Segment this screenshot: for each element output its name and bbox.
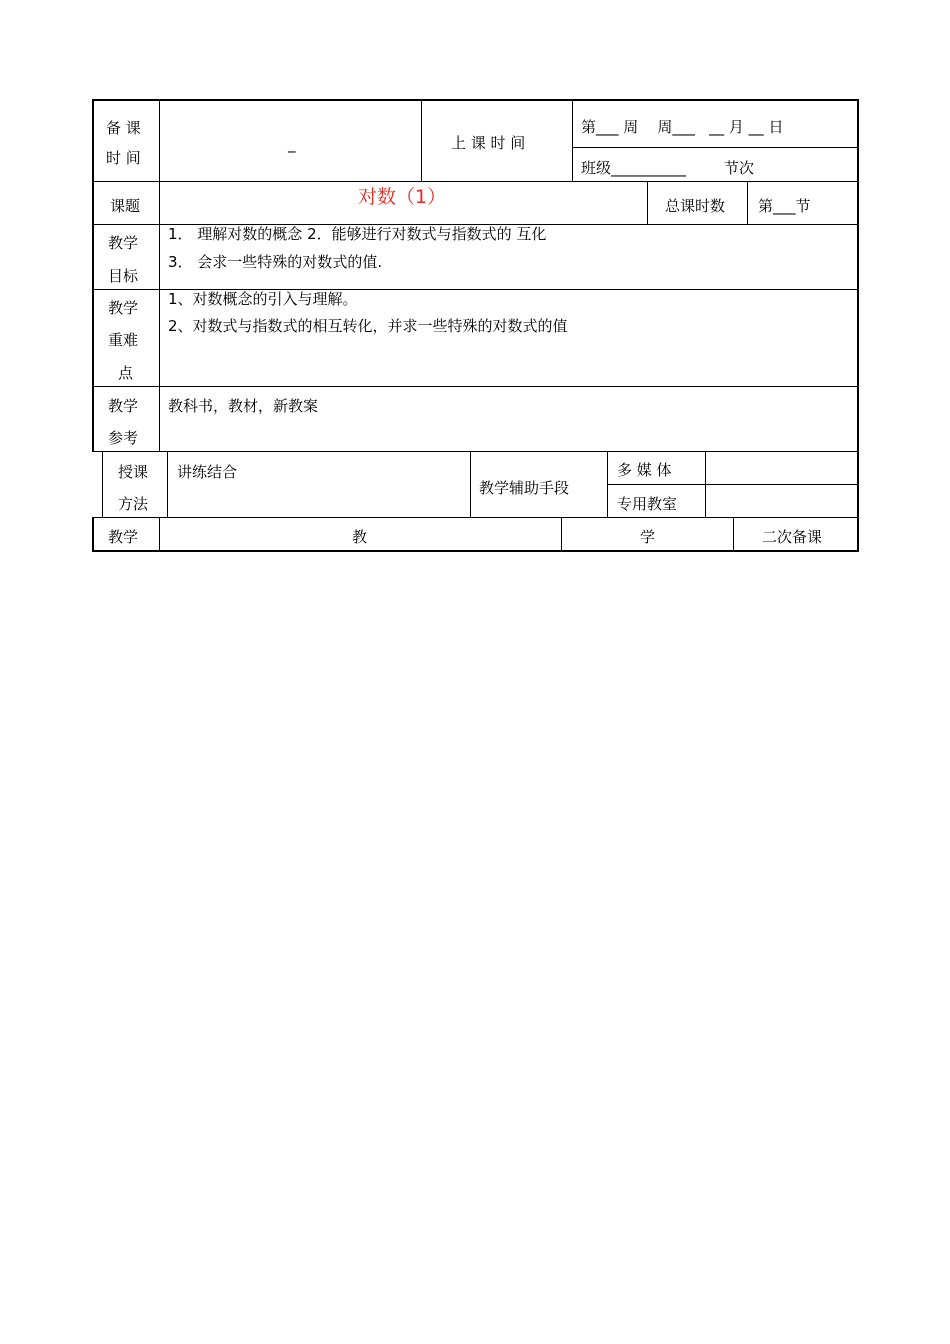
row-divider — [607, 484, 859, 485]
key-points-label: 重难 — [108, 331, 139, 349]
row-divider — [92, 386, 859, 387]
table-border-bottom — [92, 550, 859, 552]
row-divider — [572, 147, 859, 148]
col-divider — [705, 451, 706, 518]
references-label: 教学 — [108, 397, 139, 415]
objectives-label: 目标 — [108, 267, 139, 285]
col-divider — [159, 99, 160, 387]
col-divider — [102, 451, 103, 518]
col-divider — [167, 451, 168, 518]
objective-line: 3． 会求一些特殊的对数式的值. — [168, 253, 383, 271]
table-border-left-lower — [92, 517, 94, 552]
period-label: 节次 — [724, 159, 755, 177]
topic-label: 课题 — [110, 197, 141, 215]
total-hours-label: 总课时数 — [665, 197, 726, 215]
teacher-column-header: 教 — [352, 528, 368, 546]
col-divider — [159, 387, 160, 451]
col-divider — [647, 181, 648, 225]
col-divider — [159, 517, 160, 552]
revision-column-header: 二次备课 — [762, 528, 823, 546]
col-divider — [747, 181, 748, 225]
key-point-line: 1、对数概念的引入与理解。 — [168, 290, 358, 308]
table-border-left — [92, 99, 94, 451]
row-divider — [92, 181, 859, 182]
references-label: 参考 — [108, 429, 139, 447]
table-border-top — [92, 99, 859, 101]
week-date-line: 第___ 周 周___ __ 月 __ 日 — [581, 118, 784, 136]
prep-time-label: 时 间 — [106, 149, 141, 167]
section-number-label: 第___节 — [758, 197, 811, 215]
key-points-label: 教学 — [108, 299, 139, 317]
col-divider — [572, 99, 573, 182]
objective-line: 1． 理解对数的概念 2．能够进行对数式与指数式的 互化 — [168, 225, 547, 243]
teaching-aids-label: 教学辅助手段 — [479, 479, 570, 497]
row-divider — [92, 451, 859, 452]
lesson-plan-table — [92, 99, 859, 552]
method-label: 方法 — [118, 495, 149, 513]
col-divider — [733, 517, 734, 552]
col-divider — [561, 517, 562, 552]
prep-time-label: 备 课 — [106, 119, 141, 137]
class-time-label: 上 课 时 间 — [451, 134, 526, 152]
classroom-label: 专用教室 — [617, 495, 678, 513]
objectives-label: 教学 — [108, 234, 139, 252]
row-divider — [92, 517, 859, 518]
multimedia-label: 多 媒 体 — [617, 461, 672, 479]
col-divider — [421, 99, 422, 182]
process-label: 教学 — [108, 528, 139, 546]
col-divider — [607, 451, 608, 518]
method-value: 讲练结合 — [177, 463, 238, 481]
lesson-title: 对数（1） — [358, 186, 447, 208]
method-label: 授课 — [118, 463, 149, 481]
prep-time-value: _ — [288, 135, 296, 153]
key-point-line: 2、对数式与指数式的相互转化，并求一些特殊的对数式的值 — [168, 317, 568, 335]
student-column-header: 学 — [640, 528, 656, 546]
references-value: 教科书，教材，新教案 — [168, 397, 319, 415]
key-points-label: 点 — [118, 364, 134, 382]
class-name-line: 班级__________ — [581, 159, 687, 177]
col-divider — [470, 451, 471, 518]
